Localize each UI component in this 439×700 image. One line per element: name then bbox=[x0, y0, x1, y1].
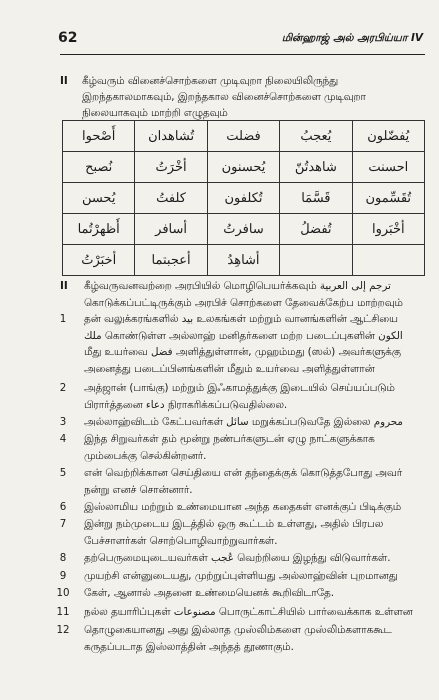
table-cell: أَظهرْتُما bbox=[63, 214, 135, 245]
item-line: பிரார்த்தனை دعاء நிராகரிக்கப்படுவதில்லை. bbox=[84, 398, 288, 411]
table-row bbox=[63, 121, 425, 152]
item-line: நல்ல தயாரிப்புகள் مصنوعات பொருட்காட்சியில் பார்வைக்காக உள்ளன bbox=[84, 606, 413, 618]
list-item bbox=[54, 380, 429, 413]
table-cell: تُقَسِّمون bbox=[352, 183, 424, 214]
item-line: தன் வலுக்கரங்களில் بيد உலகங்கள் மற்றும் வானங்களின் ஆட்சியை bbox=[84, 313, 398, 325]
list-item bbox=[54, 585, 429, 602]
item-line: ملك கொண்டுள்ள அல்லாஹ் மனிதர்களை மற்ற படைப்புகளின் الكون bbox=[84, 329, 403, 342]
item-number: 2 bbox=[59, 382, 67, 394]
table-cell: شاهدتُنّ bbox=[280, 152, 352, 183]
item-line: பேச்சாளர்கள் சொற்பொழிவாற்றுவார்கள். bbox=[84, 534, 278, 547]
table-cell: احسنت bbox=[352, 152, 424, 183]
item-number: 12 bbox=[56, 624, 70, 636]
exercise-instruction: கீழ்வரும் வினைச்சொற்களை முடிவுறா நிலையிலிருந்து இறந்தகாலமாகவும், இறந்தகால வினைச்சொற்களை முடிவுறா நிலையாகவும் மாற்றி எழுதவும் bbox=[82, 75, 366, 119]
table-row bbox=[63, 183, 425, 214]
item-line: அல்லாஹ்விடம் கேட்பவர்கள் سائل மறுக்கப்படுவதே இல்லை محروم bbox=[84, 416, 403, 428]
item-line: இன்று நம்முடைய இடத்தில் ஒரு கூட்டம் உள்ளது, அதில் பிரபல bbox=[84, 518, 384, 530]
table-cell: أَصْحوا bbox=[63, 121, 135, 152]
list-item bbox=[54, 622, 429, 655]
item-number: 1 bbox=[59, 313, 67, 325]
table-cell: كلفتُ bbox=[135, 183, 207, 214]
table-cell bbox=[280, 245, 352, 276]
list-item bbox=[54, 568, 429, 585]
list-item bbox=[54, 499, 429, 516]
page-header bbox=[38, 26, 429, 52]
item-line: இந்த சிறுவர்கள் தம் மூன்று நண்பர்களுடன் ஏழு நாட்களுக்காக bbox=[84, 433, 375, 445]
table-cell: أشاهِدُ bbox=[207, 245, 279, 276]
table-row bbox=[63, 152, 425, 183]
item-line: தொழுகையானது அது இல்லாத முஸ்லிம்களை முஸ்லிம்களாககூட bbox=[84, 624, 392, 636]
translation-heading: கீழ்வருவனவற்றை அரபியில் மொழிபெயர்க்கவும் ترجم إلى العربية bbox=[84, 280, 391, 292]
item-number: 6 bbox=[59, 501, 67, 513]
item-number: 7 bbox=[59, 518, 67, 530]
table-cell: تُفضلُ bbox=[280, 214, 352, 245]
list-item bbox=[54, 311, 429, 377]
table-cell: يُعجبُ bbox=[280, 121, 352, 152]
table-cell: يُفضّلون bbox=[352, 121, 424, 152]
table-cell: نُصبح bbox=[63, 152, 135, 183]
table-cell: تُشاهدان bbox=[135, 121, 207, 152]
item-number: 5 bbox=[59, 467, 67, 479]
running-title: மின்ஹாஜ் அல் அரபிய்யா IV bbox=[281, 32, 423, 44]
item-number: 9 bbox=[59, 570, 67, 582]
table-cell: فضلت bbox=[207, 121, 279, 152]
table-cell bbox=[352, 245, 424, 276]
item-line: கேள், ஆனால் அதனை உண்மையெனக் கூறிவிடாதே. bbox=[84, 587, 335, 599]
item-line: மும்பைக்கு செல்கின்றனர். bbox=[84, 449, 207, 462]
list-item bbox=[54, 516, 429, 549]
item-line: கருதப்படாத இஸ்லாத்தின் அந்தத் தூணாகும். bbox=[84, 640, 294, 653]
item-line: அனைத்து படைப்பினங்களின் மீதும் உயர்வை அளித்துள்ளான் bbox=[84, 362, 375, 375]
item-line: நன்று எனச் சொன்னார். bbox=[84, 483, 193, 496]
table-row bbox=[63, 245, 425, 276]
item-line: என் வெற்றிக்கான செய்தியை என் தந்தைக்குக் கொடுத்தபோது அவர் bbox=[84, 467, 403, 479]
table-cell: أسافر bbox=[135, 214, 207, 245]
item-line: தற்பெருமையுடையவர்கள் عُجب வெற்றியை இழந்து விடுவார்கள். bbox=[84, 552, 391, 564]
item-number: 4 bbox=[59, 433, 67, 445]
header-rule bbox=[60, 54, 425, 55]
section-marker: II bbox=[60, 75, 68, 87]
section-marker: II bbox=[60, 280, 68, 292]
item-line: மீது உயர்வை فضل அளித்துள்ளான், முஹம்மது (ஸல்) அவர்களுக்கு bbox=[84, 346, 401, 358]
item-number: 3 bbox=[59, 416, 67, 428]
table-cell: سافرتُ bbox=[207, 214, 279, 245]
item-number: 10 bbox=[56, 587, 70, 599]
list-item bbox=[54, 604, 429, 621]
item-number: 8 bbox=[59, 552, 67, 564]
table-cell: قَسَّمَا bbox=[280, 183, 352, 214]
page-number: 62 bbox=[58, 30, 78, 46]
list-item bbox=[54, 431, 429, 464]
item-number: 11 bbox=[56, 606, 70, 618]
item-line: இஸ்லாமிய மற்றும் உண்மையான அந்த கதைகள் எனக்குப் பிடிக்கும் bbox=[84, 501, 402, 513]
item-line: அத்ஜான் (பாங்கு) மற்றும் இஃகாமத்துக்கு இடையில் செய்யப்படும் bbox=[84, 382, 395, 394]
table-cell: يُحسنون bbox=[207, 152, 279, 183]
list-item bbox=[54, 414, 429, 431]
table-row bbox=[63, 214, 425, 245]
table-cell: تُكلفون bbox=[207, 183, 279, 214]
translation-subheading: கொடுக்கப்பட்டிருக்கும் அரபிச் சொற்களை தேவைக்கேற்ப மாற்றவும் bbox=[84, 297, 403, 309]
table-cell: يُحسن bbox=[63, 183, 135, 214]
item-line: முயற்சி என்னுடையது, முற்றுப்புள்ளியது அல்லாஹ்வின் புறமானது bbox=[84, 570, 398, 582]
verb-table bbox=[62, 120, 425, 276]
list-item bbox=[54, 550, 429, 567]
table-cell: أعجبتما bbox=[135, 245, 207, 276]
table-cell: أخْرَتُ bbox=[135, 152, 207, 183]
list-item bbox=[54, 465, 429, 498]
table-cell: أخْبَروا bbox=[352, 214, 424, 245]
table-cell: أخبَرْتُ bbox=[63, 245, 135, 276]
